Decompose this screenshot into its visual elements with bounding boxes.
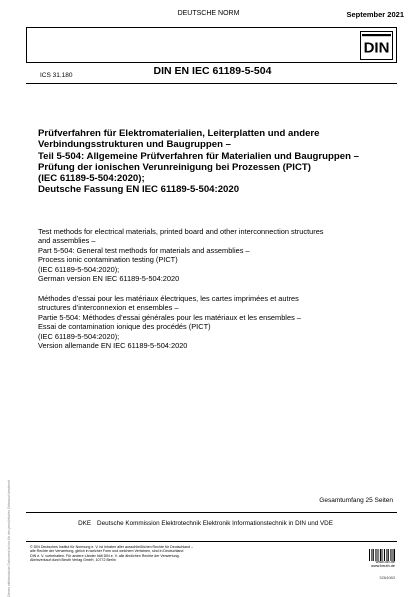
title-fr-line: (IEC 61189-5-504:2020); [38, 331, 120, 341]
publication-date: September 2021 [346, 10, 404, 19]
committee-line [0, 520, 417, 527]
committee-name: Deutsche Kommission Elektrotechnik Elektronik Informationstechnik in DIN und VDE [97, 520, 333, 527]
copyright-line: © DIN Deutsches Institut für Normung e. V. ist Inhaber aller ausschließlichen Rechte für Deutschland – [30, 545, 194, 549]
title-en-line: Part 5-504: General test methods for materials and assemblies – [38, 245, 250, 255]
title-de-line: Prüfverfahren für Elektromaterialien, Leiterplatten und andere [38, 128, 320, 139]
copyright-line: DIN e. V. vorbehalten. Für andere Länder hält DIN e. V. alle ähnlichen Rechte der Verwertung. [30, 553, 180, 558]
committee-divider [26, 512, 397, 513]
title-de-line: Teil 5-504: Allgemeine Prüfverfahren für Materialien und Baugruppen – [38, 150, 359, 162]
document-type-label: DEUTSCHE NORM [177, 10, 240, 17]
title-english [38, 227, 393, 283]
total-pages: Gesamtumfang 25 Seiten [319, 497, 393, 504]
copyright-line: alle Rechte der Verwertung, gleich in welcher Form und welchem Verfahren, sind in Deutschland [30, 549, 184, 554]
title-en-line: Test methods for electrical materials, printed board and other interconnection structures [38, 227, 324, 236]
footer-websites [371, 560, 395, 569]
standard-number: DIN EN IEC 61189-5-504 [153, 65, 272, 77]
title-german [38, 128, 393, 196]
title-en-line: and assemblies – [38, 236, 96, 246]
document-code: 3264083 [379, 575, 395, 580]
title-en-line: Process ionic contamination testing (PICT) [38, 255, 178, 265]
title-fr-line: Méthodes d’essai pour les matériaux électriques, les cartes imprimées et autres [38, 294, 299, 303]
title-en-line: German version EN IEC 61189-5-504:2020 [38, 274, 180, 284]
title-french [38, 294, 393, 350]
title-de-line: (IEC 61189-5-504:2020); [38, 173, 145, 185]
footer-divider [26, 541, 397, 542]
svg-text:DIN: DIN [363, 39, 390, 57]
title-fr-line: Essai de contamination ionique des procédés (PICT) [38, 322, 211, 332]
title-de-line: Verbindungsstrukturen und Baugruppen – [38, 139, 231, 151]
side-watermark: Dieses elektronische Dokument ist nur für den persönlichen Gebrauch bestimmt [7, 480, 11, 597]
committee-abbr: DKE [78, 520, 92, 527]
title-en-line: (IEC 61189-5-504:2020); [38, 264, 120, 274]
beuth-website-link[interactable]: www.beuth.de [371, 564, 395, 569]
title-fr-line: Version allemande EN IEC 61189-5-504:2020 [38, 341, 188, 351]
ics-divider [26, 83, 397, 84]
title-fr-line: structures d’interconnexion et ensembles – [38, 303, 179, 313]
title-de-line: Deutsche Fassung EN IEC 61189-5-504:2020 [38, 184, 240, 196]
din-website-link[interactable]: www.din.de [375, 560, 395, 564]
ics-code: ICS 31.180 [40, 72, 73, 79]
copyright-notice [30, 545, 320, 563]
copyright-line: Alleinverkauf durch Beuth Verlag GmbH, 10772 Berlin [30, 558, 116, 563]
din-logo [360, 31, 393, 60]
title-fr-line: Partie 5-504: Méthodes d’essai générales pour les matériaux et les ensembles – [38, 312, 301, 322]
title-de-line: Prüfung der ionischen Verunreinigung bei Prozessen (PICT) [38, 161, 311, 173]
